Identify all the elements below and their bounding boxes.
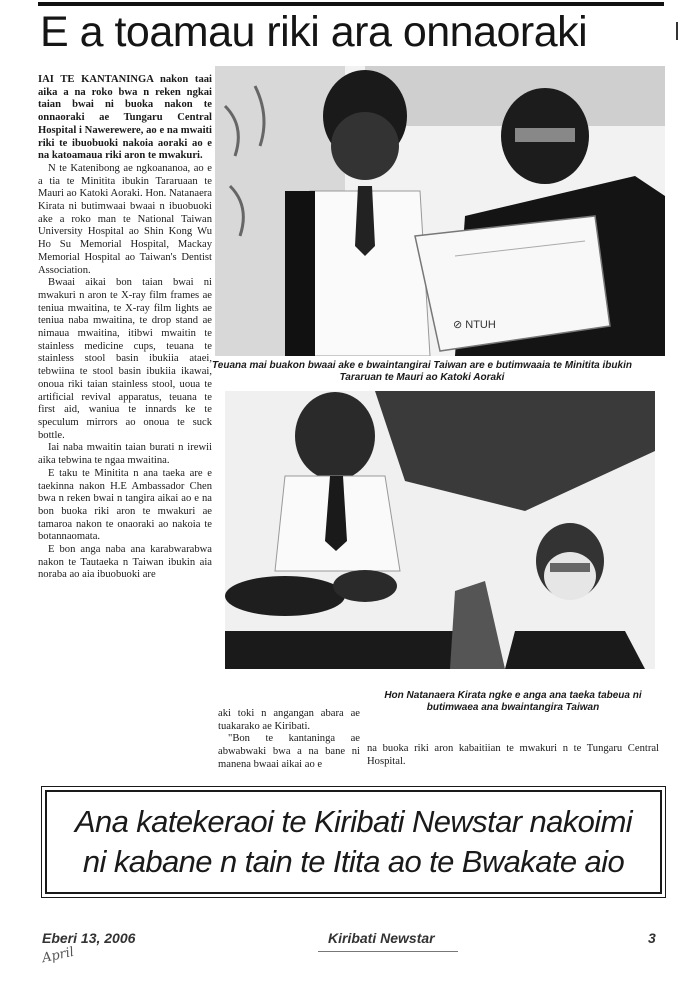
article-column-1 <box>38 74 212 582</box>
paragraph-6: E bon anga naba ana karabwarabwa nakon te Tautaeka n Taiwan ibukin aia noraba ao aia ibuobuoki are <box>38 544 212 581</box>
photo-2-caption: Hon Natanaera Kirata ngke e anga ana taeka tabeua ni butimwaea ana bwaintangira Taiwan <box>384 690 642 713</box>
photo-handover-image <box>215 66 665 356</box>
footer-publication: Kiribati Newstar <box>328 930 435 946</box>
footer-page-number: 3 <box>648 930 656 946</box>
footer-rule <box>318 951 458 952</box>
article-column-3: na buoka riki aron kabaitiian te mwakuri n te Tungaru Central Hospital. <box>367 743 659 767</box>
photo-1-caption: Teuana mai buakon bwaai ake e bwaintangirai Taiwan are e butimwaaia te Minitita ibukin Tararuan te Mauri ao Katoki Aoraki <box>212 360 632 383</box>
handwritten-note: April <box>40 944 76 967</box>
lead-in: IAI TE KANTANINGA <box>38 74 154 85</box>
page-edge-mark <box>676 22 678 40</box>
photo-minister-image <box>225 391 655 669</box>
ad-line-2: ni kabane n tain te Itita ao te Bwakate aio <box>82 844 625 879</box>
photo-sign-text: ⊘ NTUH <box>453 319 496 331</box>
paragraph-2: N te Katenibong ae ngkoananoa, ao e a tia te Minitita ibukin Tararuaan te Mauri ao Katoki Aoraki. Hon. Natanaera Kirata ni butimwaai bwaai n ibuobuoki ake a roko man te National Taiwan University Hospital ao Shin Kong Wu Ho Su Memorial Hospital, Mackay Memorial Hospital ao Taiwan's Dentist Association. <box>38 162 212 276</box>
paragraph-1-text: nakon taai aika a na roko bwa n reken ngkai taian bwai ni buoka nakon te onnaoraki ae Tungaru Central Hospital i Nawerewere, ao e na mwaiti riki te ibuobuoki nakoia aoraki ao e na katoamaua riki aron te mwakuri. <box>38 74 212 162</box>
column-2-paragraph-1: aki toki n angangan abara ae tuakarako ae Kiribati. <box>218 708 360 732</box>
photo-handover <box>215 66 665 356</box>
article-column-2 <box>218 708 360 772</box>
paragraph-1 <box>38 74 212 163</box>
paragraph-3: Bwaai aikai bon taian bwai ni mwakuri n aron te X-ray film frames ae teniua mwaitina, te X-ray film lights ae teniua naba mwaitina, te drop stand ae nimaua mwaitina, itibwi mwaitin te stainless medicine cups, teuana te stainless stool basin ibukiia ataei, tebwiina te stool basin ibukiia ikawai, onoua riki taian stainless stool, uoua te artificial revival apparatus, teuana te first aid, waniua te innards ke te speculum mirrors ao onoua te suck bottle. <box>38 277 212 441</box>
paragraph-4: Iai naba mwaitin taian burati n irewii aika tebwina te ngaa mwaitina. <box>38 442 212 467</box>
footer-date: Eberi 13, 2006 <box>42 930 136 946</box>
headline: E a toamau riki ara onnaoraki <box>40 8 588 56</box>
column-2-paragraph-2: "Bon te kantaninga ae abwabwaki bwa a na bane ni manena bwaai aikai ao e <box>218 733 360 770</box>
ad-line-1: Ana katekeraoi te Kiribati Newstar nakoimi <box>74 804 633 839</box>
photo-minister <box>225 391 655 669</box>
paragraph-5: E taku te Minitita n ana taeka are e taekinna nakon H.E Ambassador Chen bwa n reken bwai n tangira aikai ao e na bon buoka riki aron te mwakuri ae tamaroa nakon te onaoraki ao nakoia te botannaomata. <box>38 467 212 543</box>
greeting-ad-box <box>45 790 662 894</box>
